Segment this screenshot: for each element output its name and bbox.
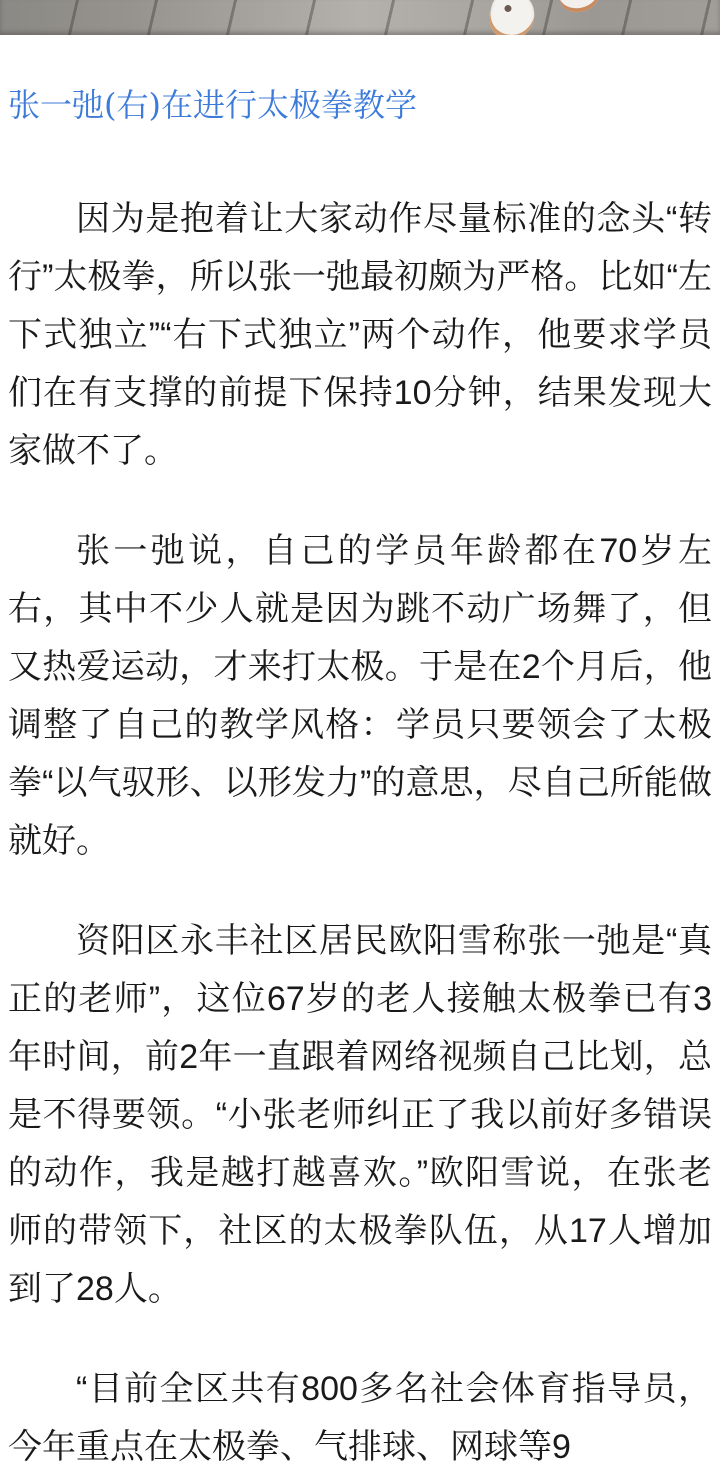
- paragraph: “目前全区共有800多名社会体育指导员，今年重点在太极拳、气排球、网球等9: [8, 1370, 712, 1466]
- white-shoe-large: [485, 0, 538, 35]
- article-body: [0, 125, 720, 1476]
- paragraph: 资阳区永丰社区居民欧阳雪称张一弛是“真正的老师”，这位67岁的老人接触太极拳已有3年时间，前2年一直跟着网络视频自己比划，总是不得要领。“小张老师纠正了我以前好多错误的动作，我是越打越喜欢。”欧阳雪说，在张老师的带领下，社区的太极拳队伍，从17人增加到了28人。: [8, 922, 712, 1308]
- article-photo: [0, 0, 720, 35]
- shoe-eyelet: [504, 4, 512, 12]
- photo-caption: 张一弛(右)在进行太极拳教学: [8, 86, 417, 124]
- white-shoe-partial: [558, 0, 600, 15]
- paragraph: 张一弛说，自己的学员年龄都在70岁左右，其中不少人就是因为跳不动广场舞了，但又热爱运动，才来打太极。于是在2个月后，他调整了自己的教学风格：学员只要领会了太极拳“以气驭形、以形发力”的意思，尽自己所能做就好。: [8, 532, 712, 860]
- paragraph: 因为是抱着让大家动作尽量标准的念头“转行”太极拳，所以张一弛最初颇为严格。比如“左下式独立”“右下式独立”两个动作，他要求学员们在有支撑的前提下保持10分钟，结果发现大家做不了。: [8, 200, 712, 470]
